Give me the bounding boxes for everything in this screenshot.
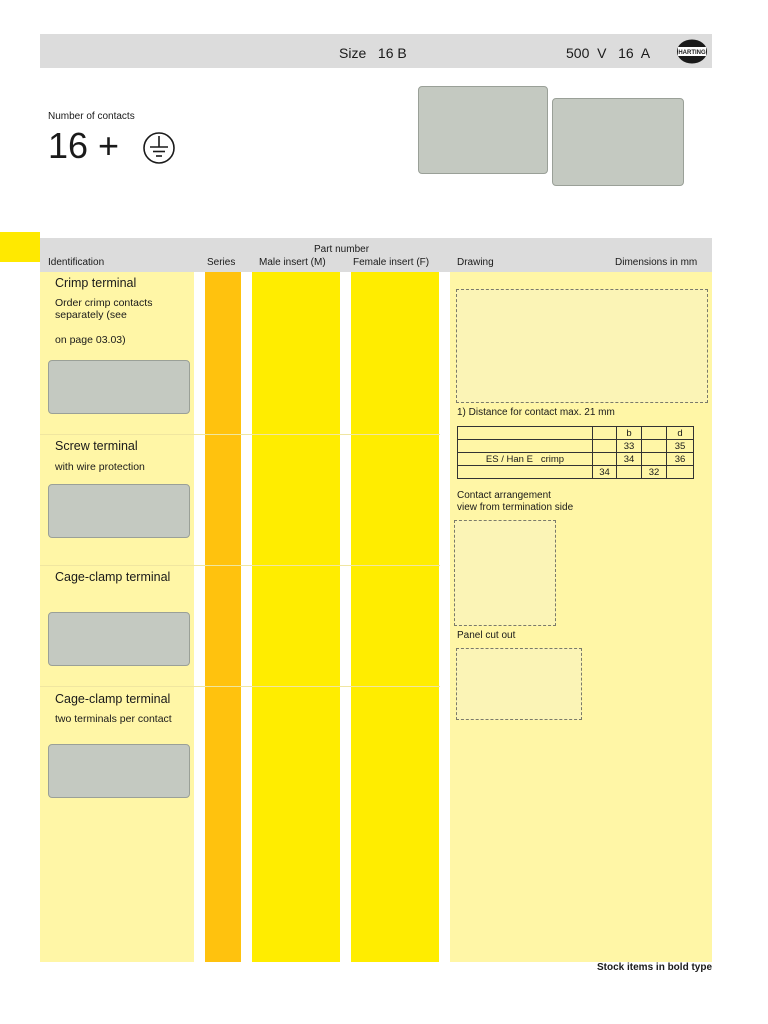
row-title: Crimp terminal bbox=[55, 276, 137, 290]
dimensions-header: Dimensions in mm bbox=[615, 257, 698, 268]
male-insert-header: Male insert (M) bbox=[259, 257, 326, 268]
stock-items-note: Stock items in bold type bbox=[597, 962, 713, 973]
row-divider bbox=[40, 565, 440, 566]
section-tab bbox=[0, 232, 40, 262]
rating-label: 500 V 16 A bbox=[566, 45, 651, 61]
table-cell: d bbox=[667, 427, 694, 440]
table-cell: 32 bbox=[642, 466, 667, 479]
female-insert-header: Female insert (F) bbox=[353, 257, 430, 268]
row-divider bbox=[40, 686, 440, 687]
table-cell: 35 bbox=[667, 440, 694, 453]
table-cell: 33 bbox=[617, 440, 642, 453]
female-insert-photo bbox=[552, 98, 684, 186]
contacts-label: Number of contacts bbox=[48, 111, 135, 122]
drawing-header: Drawing bbox=[457, 257, 494, 268]
table-cell bbox=[593, 453, 617, 466]
male-insert-photo bbox=[418, 86, 548, 174]
row-subtitle: two terminals per contact bbox=[55, 713, 172, 725]
table-cell bbox=[642, 440, 667, 453]
harting-logo bbox=[676, 38, 708, 65]
size-label: Size 16 B bbox=[339, 45, 407, 61]
table-cell bbox=[642, 427, 667, 440]
series-header: Series bbox=[207, 257, 236, 268]
table-cell: 34 bbox=[617, 453, 642, 466]
table-cell bbox=[458, 440, 593, 453]
table-cell: 34 bbox=[593, 466, 617, 479]
contact-arrangement-drawing bbox=[454, 520, 556, 626]
part-number-header: Part number bbox=[314, 244, 370, 255]
panel-cut-out-drawing bbox=[456, 648, 582, 720]
table-cell: 36 bbox=[667, 453, 694, 466]
table-cell bbox=[617, 466, 642, 479]
row-title: Screw terminal bbox=[55, 439, 138, 453]
cage-clamp-terminal-photo bbox=[48, 612, 190, 666]
table-cell bbox=[458, 427, 593, 440]
contacts-count: 16 + bbox=[48, 125, 120, 166]
table-cell bbox=[458, 466, 593, 479]
table-cell bbox=[642, 453, 667, 466]
screw-terminal-photo bbox=[48, 484, 190, 538]
row-title: Cage-clamp terminal bbox=[55, 570, 171, 584]
contact-arrangement-label: Contact arrangement bbox=[457, 490, 551, 501]
protective-earth-icon bbox=[142, 131, 176, 165]
contact-arrangement-sublabel: view from termination side bbox=[457, 502, 574, 513]
row-subtitle: on page 03.03) bbox=[55, 334, 126, 346]
identification-header: Identification bbox=[48, 257, 105, 268]
dimension-drawing bbox=[456, 289, 708, 403]
row-subtitle: with wire protection bbox=[55, 461, 145, 473]
crimp-terminal-photo bbox=[48, 360, 190, 414]
row-subtitle: Order crimp contacts bbox=[55, 297, 153, 309]
series-column bbox=[205, 272, 241, 962]
male-insert-column bbox=[252, 272, 340, 962]
table-cell bbox=[593, 427, 617, 440]
panel-cut-out-label: Panel cut out bbox=[457, 630, 516, 641]
row-subtitle: separately (see bbox=[55, 309, 127, 321]
row-divider bbox=[40, 434, 440, 435]
dimension-table bbox=[457, 426, 694, 479]
table-cell bbox=[593, 440, 617, 453]
table-cell: b bbox=[617, 427, 642, 440]
distance-footnote: 1) Distance for contact max. 21 mm bbox=[457, 407, 615, 418]
cage-clamp-two-terminal-photo bbox=[48, 744, 190, 798]
female-insert-column bbox=[351, 272, 439, 962]
row-title: Cage-clamp terminal bbox=[55, 692, 171, 706]
svg-text:HARTING: HARTING bbox=[678, 50, 706, 56]
table-cell bbox=[667, 466, 694, 479]
table-cell: ES / Han E crimp bbox=[458, 453, 593, 466]
